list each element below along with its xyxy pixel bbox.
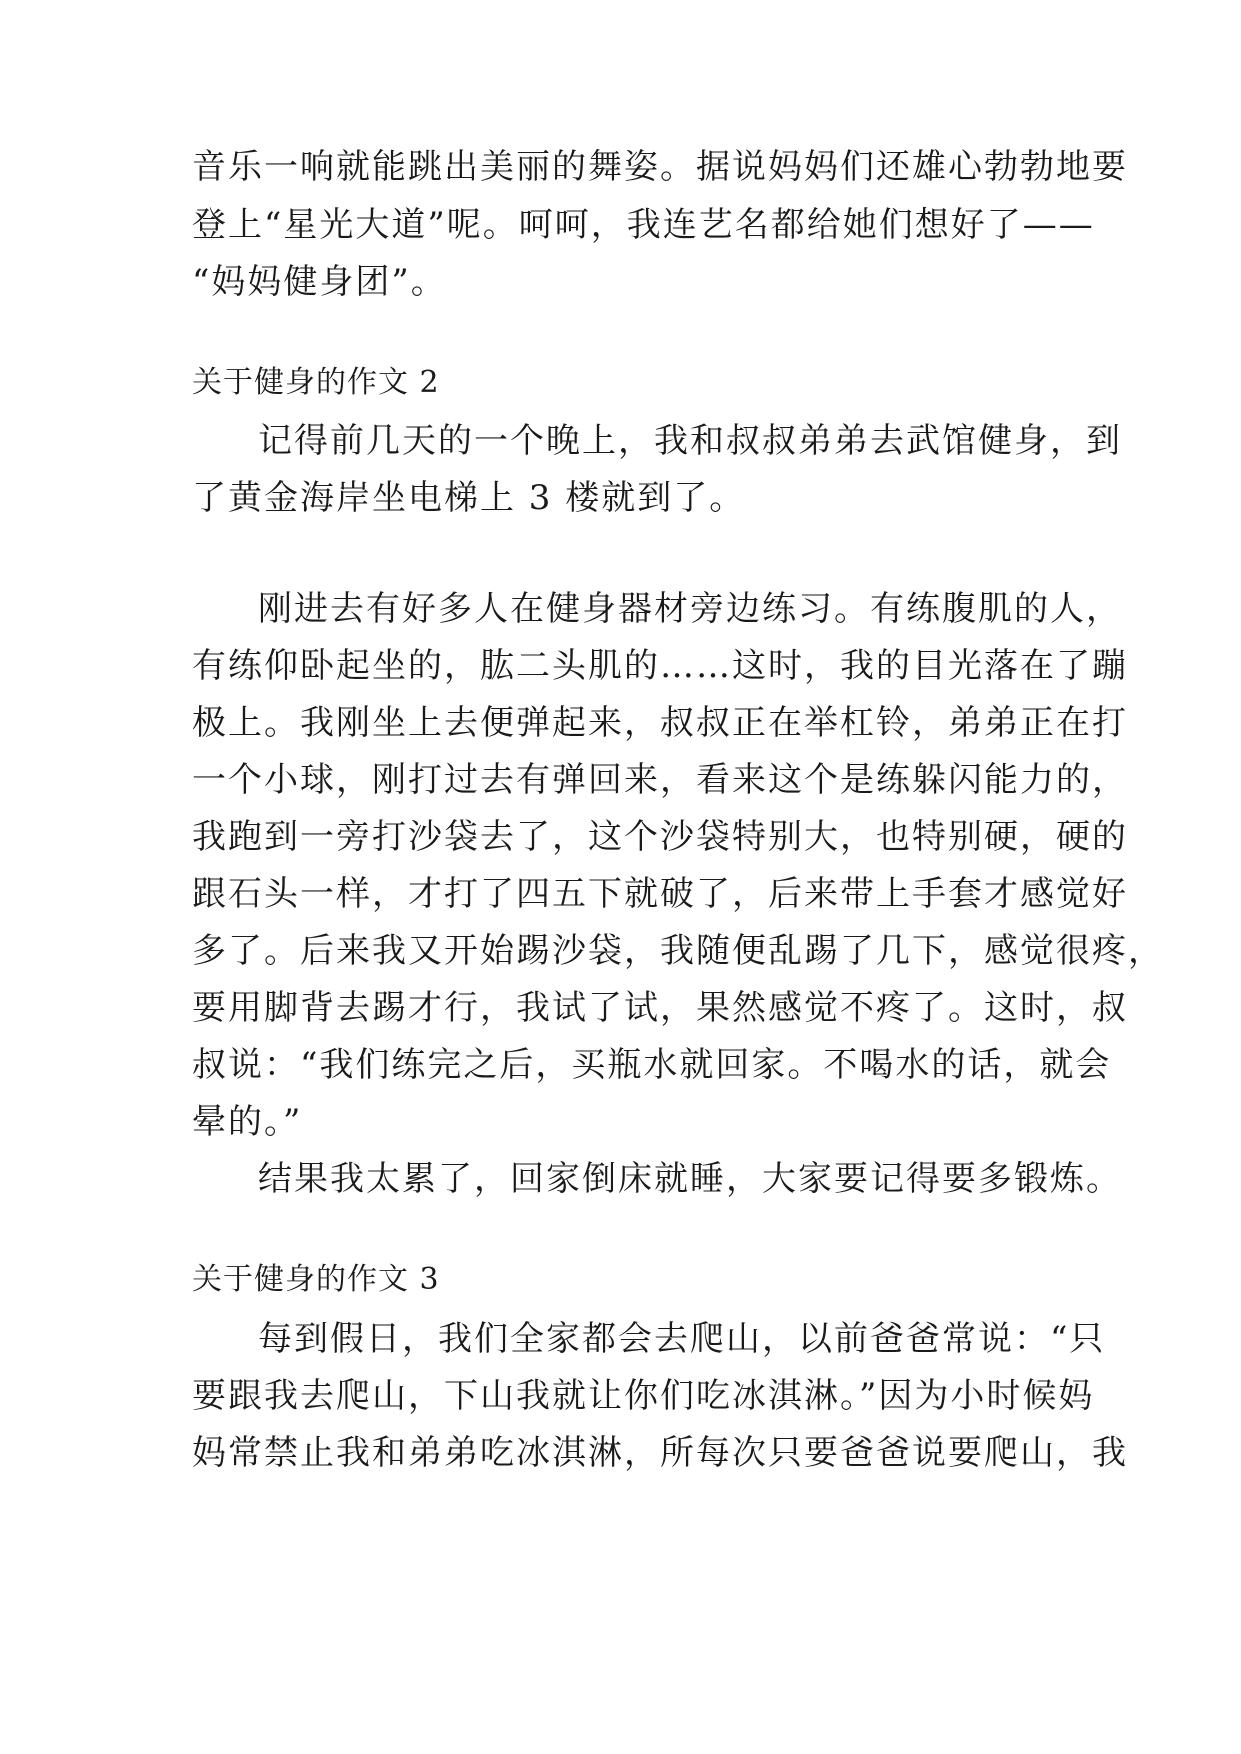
section-heading-2: 关于健身的作文 2 <box>192 365 440 400</box>
text-line: 每到假日，我们全家都会去爬山，以前爸爸常说：“只 <box>258 1319 1106 1359</box>
text-line: 多了。后来我又开始踢沙袋，我随便乱踢了几下，感觉很疼， <box>192 931 1164 971</box>
text-line: 音乐一响就能跳出美丽的舞姿。据说妈妈们还雄心勃勃地要 <box>192 147 1128 187</box>
text-line: 极上。我刚坐上去便弹起来，叔叔正在举杠铃，弟弟正在打 <box>192 703 1128 743</box>
text-line: 登上“星光大道”呢。呵呵，我连艺名都给她们想好了—— <box>192 205 1095 245</box>
text-line: 我跑到一旁打沙袋去了，这个沙袋特别大，也特别硬，硬的 <box>192 817 1128 857</box>
text-line: 叔说：“我们练完之后，买瓶水就回家。不喝水的话，就会 <box>192 1045 1112 1085</box>
text-line: 跟石头一样，才打了四五下就破了，后来带上手套才感觉好 <box>192 874 1128 914</box>
text-line: “妈妈健身团”。 <box>192 262 447 302</box>
text-line: 妈常禁止我和弟弟吃冰淇淋，所每次只要爸爸说要爬山，我 <box>192 1433 1128 1473</box>
section-heading-3: 关于健身的作文 3 <box>192 1262 440 1297</box>
text-line: 刚进去有好多人在健身器材旁边练习。有练腹肌的人， <box>258 589 1122 629</box>
text-line: 晕的。” <box>192 1102 303 1142</box>
text-line: 了黄金海岸坐电梯上 3 楼就到了。 <box>192 478 746 518</box>
text-line: 结果我太累了，回家倒床就睡，大家要记得要多锻炼。 <box>258 1159 1122 1199</box>
text-line: 有练仰卧起坐的，肱二头肌的……这时，我的目光落在了蹦 <box>192 646 1128 686</box>
text-line: 记得前几天的一个晚上，我和叔叔弟弟去武馆健身，到 <box>258 421 1122 461</box>
text-line: 要用脚背去踢才行，我试了试，果然感觉不疼了。这时，叔 <box>192 988 1128 1028</box>
text-line: 一个小球，刚打过去有弹回来，看来这个是练躲闪能力的， <box>192 760 1128 800</box>
text-line: 要跟我去爬山，下山我就让你们吃冰淇淋。”因为小时候妈 <box>192 1376 1095 1416</box>
